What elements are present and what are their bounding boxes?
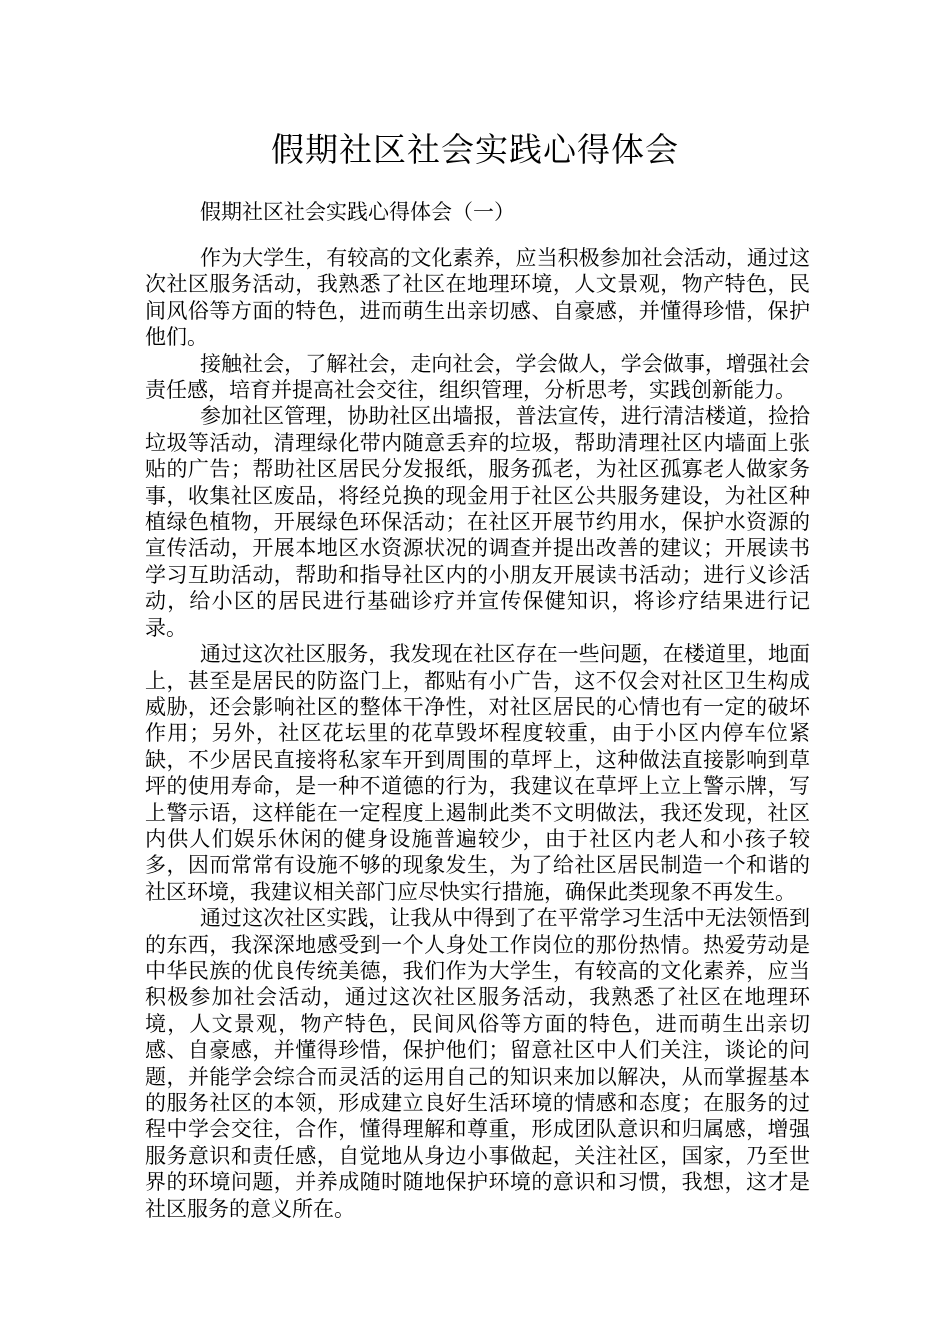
body-paragraph: 通过这次社区实践，让我从中得到了在平常学习生活中无法领悟到的东西，我深深地感受到一个人身处工作岗位的那份热情。热爱劳动是中华民族的优良传统美德，我们作为大学生，有较高的文化素养，应当积极参加社会活动，通过这次社区服务活动，我熟悉了社区在地理环境，人文景观，物产特色，民间风俗等方面的特色，进而萌生出亲切感、自豪感，并懂得珍惜，保护他们；留意社区中人们关注，谈论的问题，并能学会综合而灵活的运用自己的知识来加以解决，从而掌握基本的服务社区的本领，形成建立良好生活环境的情感和态度；在服务的过程中学会交往，合作，懂得理解和尊重，形成团队意识和归属感，增强服务意识和责任感，自觉地从身边小事做起，关注社区，国家，乃至世界的环境问题，并养成随时随地保护环境的意识和习惯，我想，这才是社区服务的意义所在。 bbox=[145, 906, 810, 1221]
body-paragraph: 通过这次社区服务，我发现在社区存在一些问题，在楼道里，地面上，甚至是居民的防盗门上，都贴有小广告，这不仅会对社区卫生构成威胁，还会影响社区的整体干净性，对社区居民的心情也有一定的破坏作用；另外，社区花坛里的花草毁坏程度较重，由于小区内停车位紧缺，不少居民直接将私家车开到周围的草坪上，这种做法直接影响到草坪的使用寿命，是一种不道德的行为，我建议在草坪上立上警示牌，写上警示语，这样能在一定程度上遏制此类不文明做法，我还发现，社区内供人们娱乐休闲的健身设施普遍较少，由于社区内老人和小孩子较多，因而常常有设施不够的现象发生，为了给社区居民制造一个和谐的社区环境，我建议相关部门应尽快实行措施，确保此类现象不再发生。 bbox=[145, 642, 810, 904]
document-title: 假期社区社会实践心得体会 bbox=[271, 130, 679, 169]
document-body bbox=[145, 245, 810, 1222]
document-subtitle: 假期社区社会实践心得体会（一） bbox=[200, 200, 515, 224]
body-paragraph: 接触社会，了解社会，走向社会，学会做人，学会做事，增强社会责任感，培育并提高社会交往，组织管理，分析思考，实践创新能力。 bbox=[145, 351, 810, 403]
body-paragraph: 参加社区管理，协助社区出墙报，普法宣传，进行清洁楼道，捡拾垃圾等活动，清理绿化带内随意丢弃的垃圾，帮助清理社区内墙面上张贴的广告；帮助社区居民分发报纸，服务孤老，为社区孤寡老人做家务事，收集社区废品，将经兑换的现金用于社区公共服务建设，为社区种植绿色植物，开展绿色环保活动；在社区开展节约用水，保护水资源的宣传活动，开展本地区水资源状况的调查并提出改善的建议；开展读书学习互助活动，帮助和指导社区内的小朋友开展读书活动；进行义诊活动，给小区的居民进行基础诊疗并宣传保健知识，将诊疗结果进行记录。 bbox=[145, 404, 810, 640]
body-paragraph: 作为大学生，有较高的文化素养，应当积极参加社会活动，通过这次社区服务活动，我熟悉了社区在地理环境，人文景观，物产特色，民间风俗等方面的特色，进而萌生出亲切感、自豪感，并懂得珍惜，保护他们。 bbox=[145, 246, 810, 350]
